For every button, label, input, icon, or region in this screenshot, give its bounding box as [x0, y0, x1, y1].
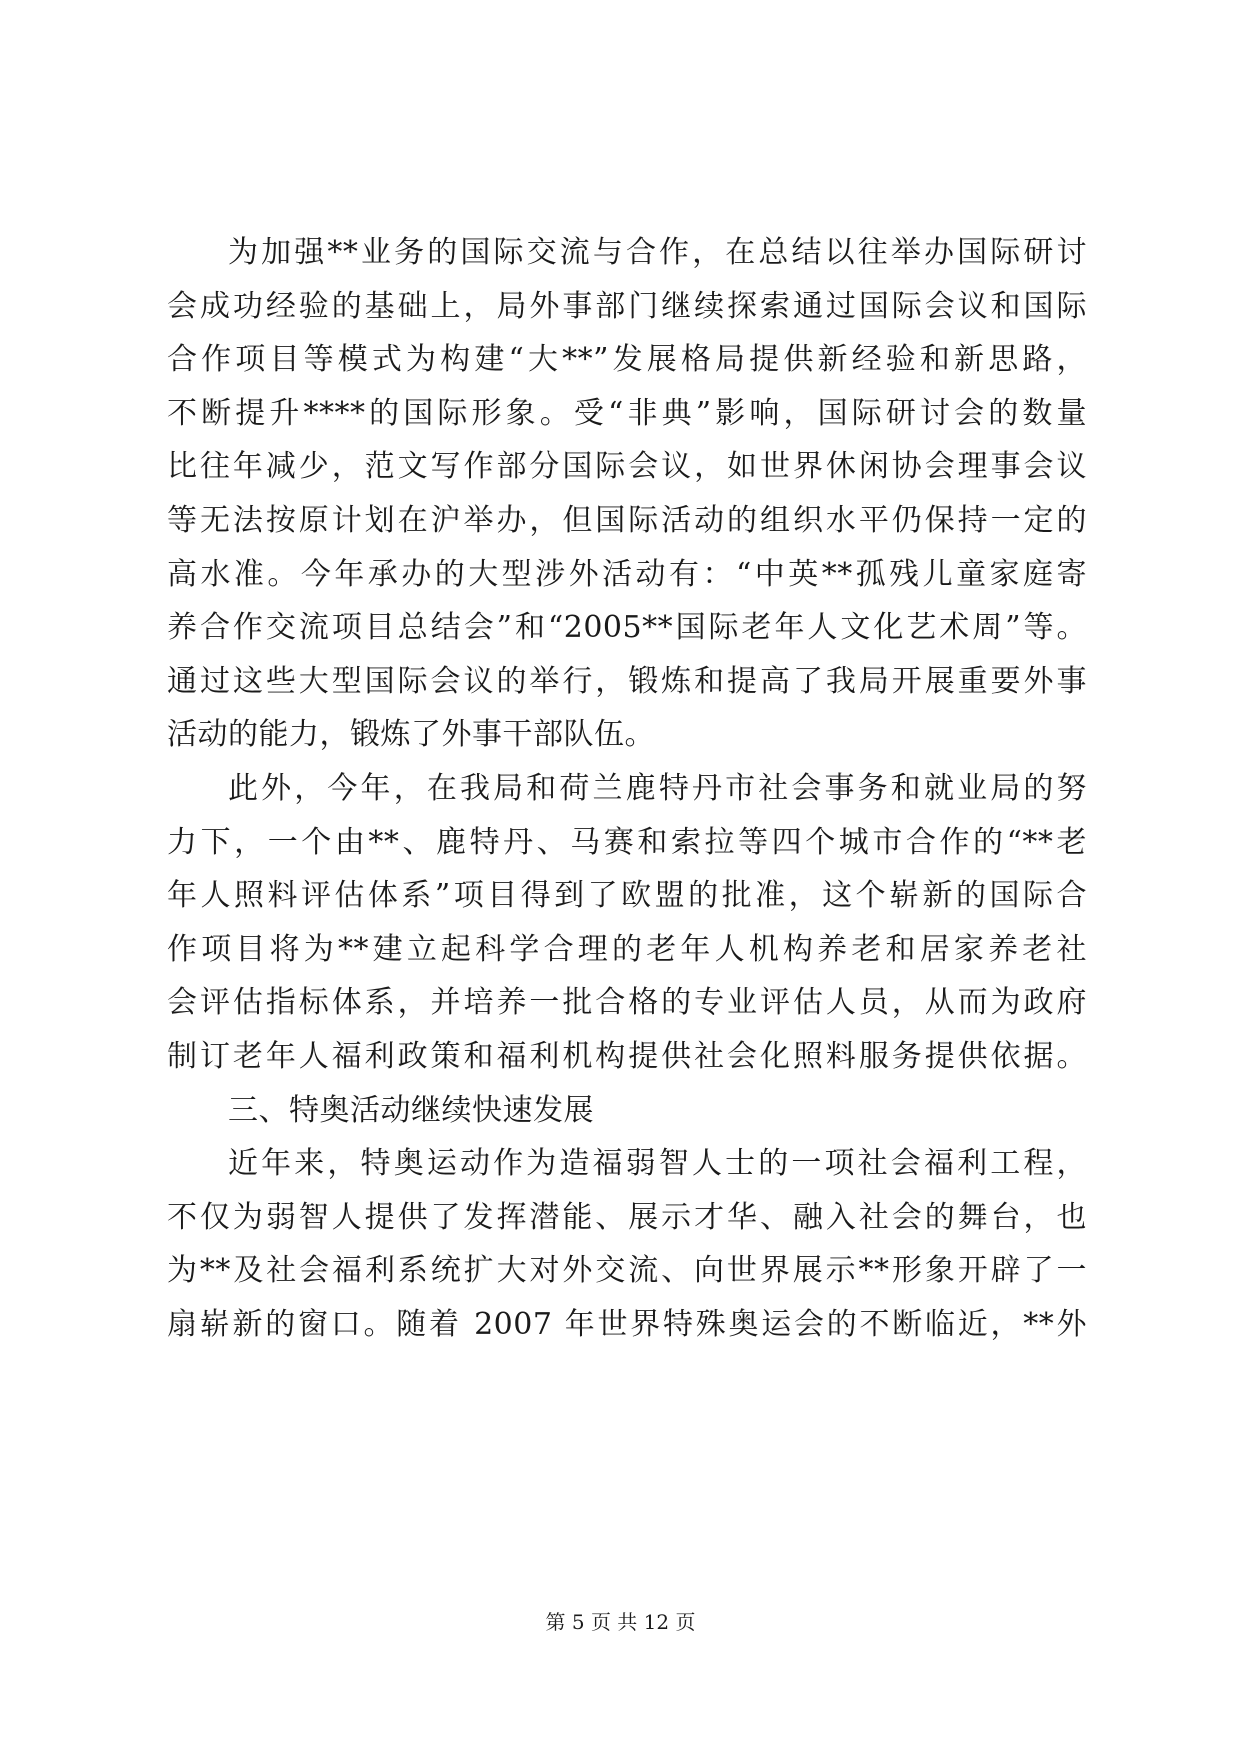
body-text: [167, 226, 1087, 1351]
text-line: 不仅为弱智人提供了发挥潜能、展示才华、融入社会的舞台，也: [167, 1199, 1087, 1235]
text-line: 不断提升****的国际形象。受“非典”影响，国际研讨会的数量: [167, 395, 1087, 431]
text-line: 年人照料评估体系”项目得到了欧盟的批准，这个崭新的国际合: [167, 878, 1087, 914]
text-line: 此外，今年，在我局和荷兰鹿特丹市社会事务和就业局的努: [228, 770, 1087, 806]
text-line: 活动的能力，锻炼了外事干部队伍。: [167, 717, 655, 753]
text-line: 等无法按原计划在沪举办，但国际活动的组织水平仍保持一定的: [167, 502, 1087, 538]
text-line: 制订老年人福利政策和福利机构提供社会化照料服务提供依据。: [167, 1038, 1087, 1074]
text-line: 会成功经验的基础上，局外事部门继续探索通过国际会议和国际: [167, 288, 1087, 324]
text-line: 扇崭新的窗口。随着 2007 年世界特殊奥运会的不断临近，**外: [167, 1306, 1087, 1342]
text-line: 会评估指标体系，并培养一批合格的专业评估人员，从而为政府: [167, 985, 1087, 1021]
text-line: 作项目将为**建立起科学合理的老年人机构养老和居家养老社: [167, 931, 1087, 967]
text-line: 力下，一个由**、鹿特丹、马赛和索拉等四个城市合作的“**老: [167, 824, 1087, 860]
text-line: 为加强**业务的国际交流与合作，在总结以往举办国际研讨: [228, 235, 1087, 270]
section-heading: 三、特奥活动继续快速发展: [228, 1092, 594, 1128]
text-line: 比往年减少，范文写作部分国际会议，如世界休闲协会理事会议: [167, 449, 1087, 485]
text-line: 高水准。今年承办的大型涉外活动有：“中英**孤残儿童家庭寄: [167, 556, 1087, 592]
text-line: 通过这些大型国际会议的举行，锻炼和提高了我局开展重要外事: [167, 663, 1087, 699]
text-line: 合作项目等模式为构建“大**”发展格局提供新经验和新思路，: [167, 342, 1087, 378]
text-line: 养合作交流项目总结会”和“2005**国际老年人文化艺术周”等。: [167, 610, 1087, 646]
text-line: 为**及社会福利系统扩大对外交流、向世界展示**形象开辟了一: [167, 1253, 1087, 1289]
page-number-footer: 第 5 页 共 12 页: [545, 1610, 696, 1634]
text-line: 近年来，特奥运动作为造福弱智人士的一项社会福利工程，: [228, 1146, 1087, 1182]
